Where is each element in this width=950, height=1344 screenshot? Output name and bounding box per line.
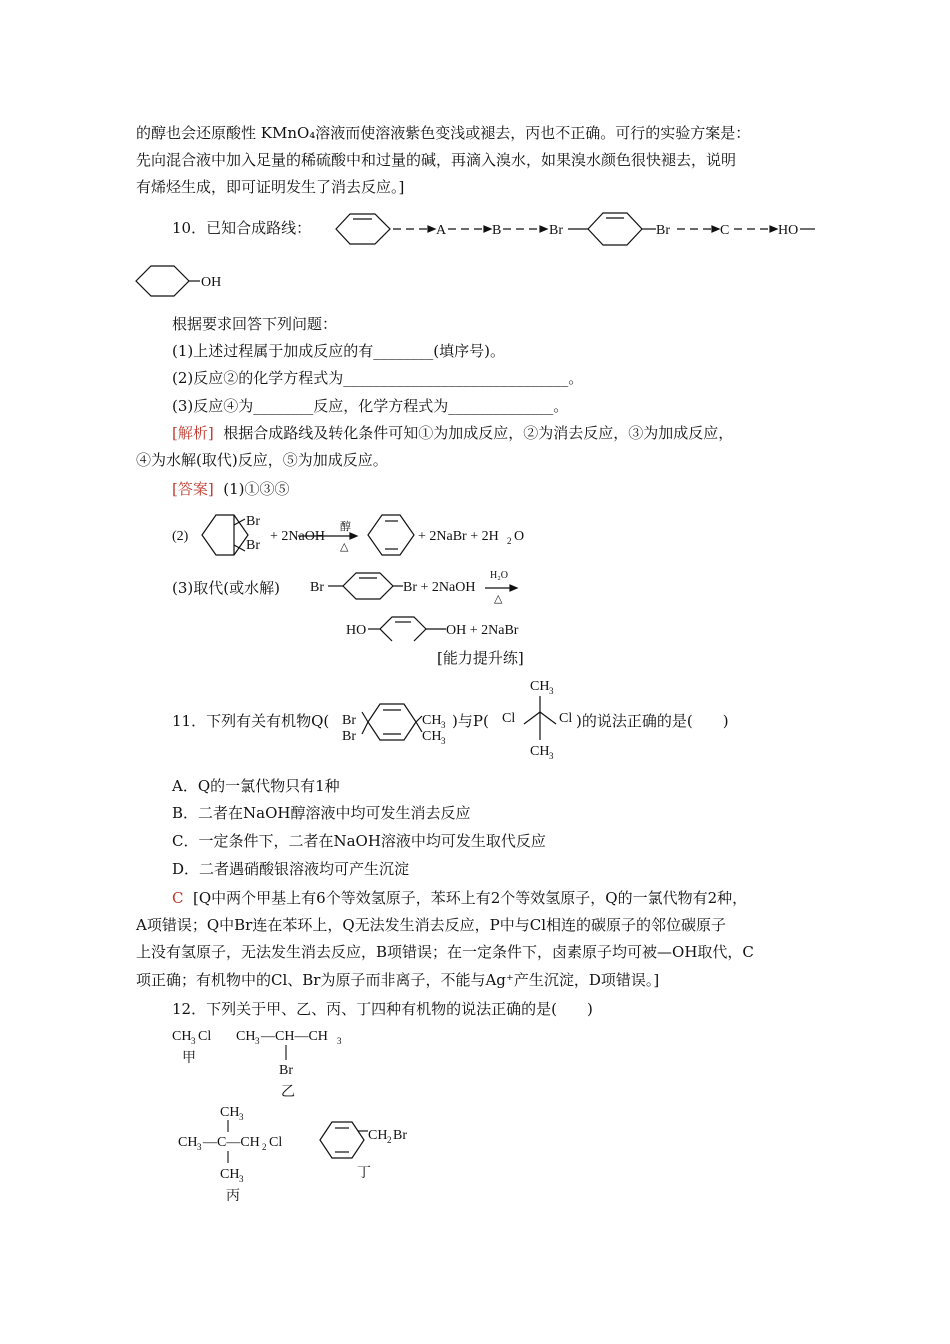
jia-sub: 3 xyxy=(191,1036,196,1046)
bing-bottom-sub: 3 xyxy=(239,1174,244,1184)
q10-prompt: 根据要求回答下列问题： xyxy=(172,315,338,333)
yi-name: 乙 xyxy=(281,1085,295,1100)
q10-part-1: (1)上述过程属于加成反应的有________(填序号)。 xyxy=(172,342,505,360)
analysis-text-1: 根据合成路线及转化条件可知①为加成反应，②为消去反应，③为加成反应， xyxy=(223,424,734,442)
yi-left: CH xyxy=(236,1029,256,1044)
intro-line-3: 有烯烃生成，即可证明发生了消去反应。] xyxy=(136,178,405,196)
eq3-ho: HO xyxy=(346,623,367,638)
q10-route-diagram xyxy=(0,200,950,310)
eq3-cond-top: H₂O xyxy=(490,570,508,581)
q-ch3a: CH xyxy=(422,713,442,728)
q11-structure-p xyxy=(0,672,950,762)
bing-cl: Cl xyxy=(269,1135,283,1150)
q-ch3b-sub: 3 xyxy=(441,736,446,746)
q-br1: Br xyxy=(342,713,356,728)
q12-structures xyxy=(0,1020,950,1210)
p-ch3-bottom: CH xyxy=(530,744,550,759)
bing-c: —C—CH xyxy=(203,1135,260,1150)
q10-part-3: (3)反应④为________反应，化学方程式为______________。 xyxy=(172,397,569,415)
ding-name: 丁 xyxy=(357,1166,371,1181)
yi-mid: —CH—CH xyxy=(261,1029,328,1044)
eq2-o: O xyxy=(514,529,525,544)
q11-explanation-line-2: A项错误；Q中Br连在苯环上，Q无法发生消去反应，P中与Cl相连的碳原子的邻位碳原子 xyxy=(136,916,726,934)
yi-br: Br xyxy=(279,1063,293,1078)
q-br2: Br xyxy=(342,729,356,744)
route-br2: Br xyxy=(656,223,670,238)
q10-equation-2 xyxy=(0,505,950,565)
eq3-br: Br xyxy=(310,580,324,595)
q11-stem-a: 11．下列有关有机物Q( xyxy=(172,712,330,730)
ding-sub: 2 xyxy=(387,1135,392,1145)
route-br1: Br xyxy=(549,223,563,238)
q11-option-a: A．Q的一氯代物只有1种 xyxy=(172,777,340,795)
eq2-sub: 2 xyxy=(507,536,512,546)
bing-top-sub: 3 xyxy=(239,1112,244,1122)
p-ch3-top: CH xyxy=(530,679,550,694)
jia-name: 甲 xyxy=(182,1051,196,1066)
eq3-label: (3)取代(或水解) xyxy=(172,579,280,597)
answer-tag: [答案] xyxy=(172,480,214,498)
eq2-naoh: + 2NaOH xyxy=(270,529,325,544)
section-heading: [能力提升练] xyxy=(437,649,524,667)
bing-left: CH xyxy=(178,1135,198,1150)
q10-analysis-line-2: ④为水解(取代)反应，⑤为加成反应。 xyxy=(136,451,388,469)
bing-left-sub: 3 xyxy=(197,1142,202,1152)
bing-ch2-sub: 2 xyxy=(262,1142,267,1152)
analysis-tag: [解析] xyxy=(172,424,214,442)
q11-answer: C xyxy=(172,889,184,907)
q11-option-d: D．二者遇硝酸银溶液均可产生沉淀 xyxy=(172,860,410,878)
q11-exp-1: [Q中两个甲基上有6个等效氢原子，苯环上有2个等效氢原子，Q的一氯代物有2种， xyxy=(193,889,748,907)
eq2-cond-bottom: △ xyxy=(340,541,349,553)
q11-stem-b: )与P( xyxy=(452,712,489,730)
route-ho: HO xyxy=(778,223,799,238)
p-ch3-bottom-sub: 3 xyxy=(549,751,554,761)
intro-line-1: 的醇也会还原酸性 KMnO₄溶液而使溶液紫色变浅或褪去，丙也不正确。可行的实验方案是： xyxy=(136,124,751,142)
eq2-br-top: Br xyxy=(246,514,260,529)
yi-right-sub: 3 xyxy=(337,1036,342,1046)
eq2-cond-top: 醇 xyxy=(340,521,351,533)
answer-1: (1)①③⑤ xyxy=(223,480,290,498)
bing-top: CH xyxy=(220,1105,240,1120)
bing-bottom: CH xyxy=(220,1167,240,1182)
q10-analysis-line-1 xyxy=(172,423,733,443)
route-c: C xyxy=(720,223,730,238)
q-ch3b: CH xyxy=(422,729,442,744)
eq2-num: (2) xyxy=(172,529,189,544)
q-ch3a-sub: 3 xyxy=(441,720,446,730)
eq2-br-bottom: Br xyxy=(246,538,260,553)
q11-option-c: C．一定条件下，二者在NaOH溶液中均可发生取代反应 xyxy=(172,832,546,850)
q12-stem: 12．下列关于甲、乙、丙、丁四种有机物的说法正确的是( ) xyxy=(172,1000,593,1018)
route-b: B xyxy=(492,223,502,238)
q11-explanation-line-4: 项正确；有机物中的Cl、Br为原子而非离子，不能与Ag⁺产生沉淀，D项错误。] xyxy=(136,971,660,989)
eq3-cond-bottom: △ xyxy=(494,593,503,605)
route-a: A xyxy=(436,223,447,238)
eq3-br-naoh: Br + 2NaOH xyxy=(403,580,476,595)
p-cl2: Cl xyxy=(559,711,573,726)
ding-br: Br xyxy=(393,1128,407,1143)
q10-stem: 10．已知合成路线： xyxy=(172,219,312,237)
intro-line-2: 先向混合液中加入足量的稀硫酸中和过量的碱，再滴入溴水，如果溴水颜色很快褪去，说明 xyxy=(136,151,737,169)
jia-cl: Cl xyxy=(198,1029,212,1044)
q11-stem-c: )的说法正确的是( ) xyxy=(576,712,729,730)
p-ch3-top-sub: 3 xyxy=(549,686,554,696)
q11-explanation-line-3: 上没有氢原子，无法发生消去反应，B项错误；在一定条件下，卤素原子均可被—OH取代，C xyxy=(136,943,754,961)
eq2-products: + 2NaBr + 2H xyxy=(418,529,499,544)
q11-option-b: B．二者在NaOH醇溶液中均可发生消去反应 xyxy=(172,804,471,822)
q10-answer-line xyxy=(172,479,290,499)
bing-name: 丙 xyxy=(226,1189,240,1204)
q10-part-2: (2)反应②的化学方程式为______________________________。 xyxy=(172,369,584,387)
eq3-oh: OH + 2NaBr xyxy=(446,623,519,638)
ding-group: CH xyxy=(368,1128,388,1143)
q10-equation-3 xyxy=(0,562,950,647)
jia-formula: CH xyxy=(172,1029,192,1044)
route-oh: OH xyxy=(201,275,222,290)
q11-explanation-line-1 xyxy=(172,888,747,908)
yi-left-sub: 3 xyxy=(255,1036,260,1046)
p-cl1: Cl xyxy=(502,711,516,726)
